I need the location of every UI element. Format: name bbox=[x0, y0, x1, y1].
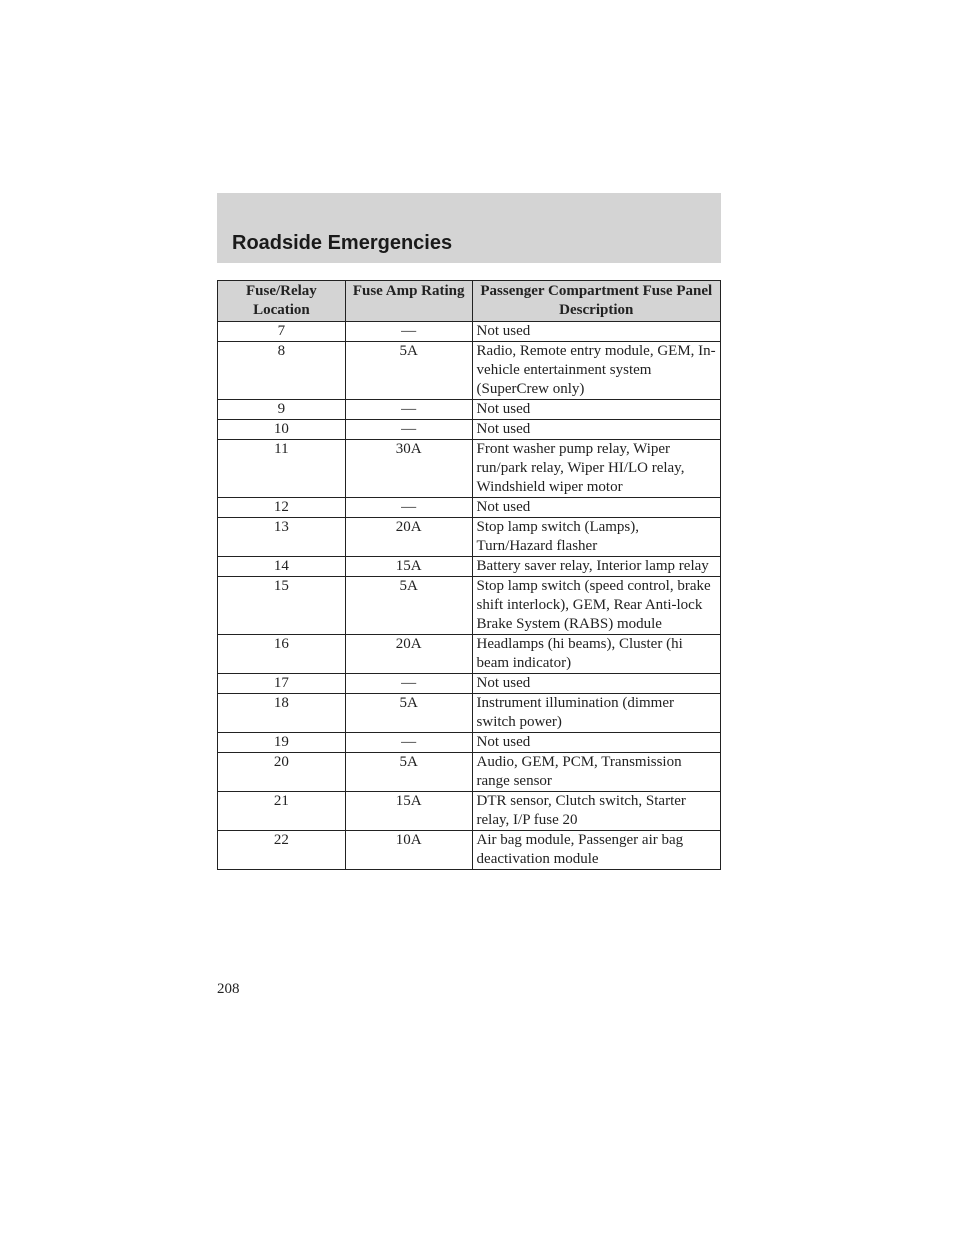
cell-location: 17 bbox=[218, 674, 346, 694]
cell-location: 19 bbox=[218, 733, 346, 753]
cell-location: 7 bbox=[218, 322, 346, 342]
cell-description: Not used bbox=[472, 420, 720, 440]
cell-description: Battery saver relay, Interior lamp relay bbox=[472, 557, 720, 577]
cell-location: 16 bbox=[218, 635, 346, 674]
cell-description: Instrument illumination (dimmer switch power) bbox=[472, 694, 720, 733]
cell-rating: — bbox=[345, 674, 472, 694]
cell-description: Not used bbox=[472, 733, 720, 753]
table-row bbox=[218, 420, 721, 440]
fuse-table bbox=[217, 280, 721, 870]
cell-location: 10 bbox=[218, 420, 346, 440]
cell-description: Stop lamp switch (Lamps), Turn/Hazard flasher bbox=[472, 518, 720, 557]
section-title: Roadside Emergencies bbox=[232, 232, 453, 254]
table-row bbox=[218, 753, 721, 792]
cell-rating: — bbox=[345, 498, 472, 518]
cell-rating: 20A bbox=[345, 518, 472, 557]
cell-rating: 20A bbox=[345, 635, 472, 674]
cell-description: Audio, GEM, PCM, Transmission range sensor bbox=[472, 753, 720, 792]
table-header-row bbox=[218, 281, 721, 322]
table-row bbox=[218, 635, 721, 674]
cell-rating: 30A bbox=[345, 440, 472, 498]
cell-location: 21 bbox=[218, 792, 346, 831]
cell-description: Front washer pump relay, Wiper run/park relay, Wiper HI/LO relay, Windshield wiper motor bbox=[472, 440, 720, 498]
table-row bbox=[218, 342, 721, 400]
cell-location: 20 bbox=[218, 753, 346, 792]
cell-rating: — bbox=[345, 420, 472, 440]
cell-rating: 5A bbox=[345, 694, 472, 733]
page-number: 208 bbox=[217, 981, 240, 997]
cell-location: 15 bbox=[218, 577, 346, 635]
table-row bbox=[218, 577, 721, 635]
cell-location: 18 bbox=[218, 694, 346, 733]
table-row bbox=[218, 498, 721, 518]
cell-location: 22 bbox=[218, 831, 346, 870]
table-row bbox=[218, 518, 721, 557]
table-row bbox=[218, 400, 721, 420]
cell-description: DTR sensor, Clutch switch, Starter relay, I/P fuse 20 bbox=[472, 792, 720, 831]
column-header-description: Passenger Compartment Fuse Panel Description bbox=[472, 281, 720, 322]
table-row bbox=[218, 674, 721, 694]
cell-location: 14 bbox=[218, 557, 346, 577]
cell-rating: 15A bbox=[345, 792, 472, 831]
cell-description: Radio, Remote entry module, GEM, In-vehicle entertainment system (SuperCrew only) bbox=[472, 342, 720, 400]
cell-location: 9 bbox=[218, 400, 346, 420]
cell-rating: 10A bbox=[345, 831, 472, 870]
cell-description: Not used bbox=[472, 322, 720, 342]
column-header-location: Fuse/Relay Location bbox=[218, 281, 346, 322]
table-row bbox=[218, 792, 721, 831]
cell-location: 12 bbox=[218, 498, 346, 518]
column-header-rating: Fuse Amp Rating bbox=[345, 281, 472, 322]
cell-rating: 15A bbox=[345, 557, 472, 577]
cell-rating: — bbox=[345, 400, 472, 420]
cell-description: Air bag module, Passenger air bag deactivation module bbox=[472, 831, 720, 870]
table-row bbox=[218, 694, 721, 733]
cell-description: Not used bbox=[472, 498, 720, 518]
cell-description: Not used bbox=[472, 674, 720, 694]
table-row bbox=[218, 733, 721, 753]
table-row bbox=[218, 322, 721, 342]
cell-location: 8 bbox=[218, 342, 346, 400]
cell-rating: 5A bbox=[345, 577, 472, 635]
cell-rating: 5A bbox=[345, 342, 472, 400]
cell-rating: — bbox=[345, 322, 472, 342]
cell-description: Stop lamp switch (speed control, brake shift interlock), GEM, Rear Anti-lock Brake System (RABS) module bbox=[472, 577, 720, 635]
table-row bbox=[218, 831, 721, 870]
cell-location: 11 bbox=[218, 440, 346, 498]
cell-description: Headlamps (hi beams), Cluster (hi beam indicator) bbox=[472, 635, 720, 674]
cell-description: Not used bbox=[472, 400, 720, 420]
section-header bbox=[217, 193, 721, 263]
table-row bbox=[218, 557, 721, 577]
cell-location: 13 bbox=[218, 518, 346, 557]
table-row bbox=[218, 440, 721, 498]
cell-rating: — bbox=[345, 733, 472, 753]
table-body bbox=[218, 322, 721, 870]
cell-rating: 5A bbox=[345, 753, 472, 792]
